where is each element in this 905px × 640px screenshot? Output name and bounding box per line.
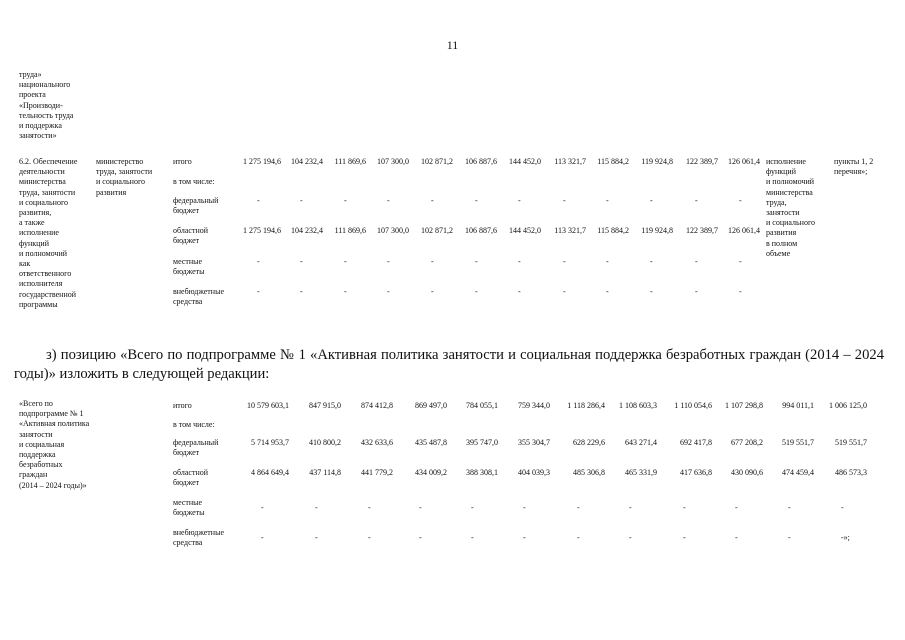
funding-cell: - [841,503,844,512]
funding-cell: - [368,503,371,512]
funding-cell: - [419,533,422,542]
funding-cell: - [563,196,566,205]
funding-cell: 432 633,6 [361,438,393,447]
funding-cell: - [471,503,474,512]
row-6-2-name: 6.2. Обеспечение деятельности министерства труда, занятости и социального развития, а также исполнение функций и полномочий как ответственного исполнителя государственной программы [19,157,78,309]
funding-cell: 104 232,4 [291,226,323,235]
funding-cell: - [518,287,521,296]
funding-cell: 430 090,6 [731,468,763,477]
funding-cell: - [300,257,303,266]
funding-cell: 759 344,0 [518,401,550,410]
funding-cell: 111 869,6 [334,226,366,235]
funding-cell: - [300,196,303,205]
funding-cell: 107 300,0 [377,226,409,235]
funding-cell: 486 573,3 [835,468,867,477]
funding-cell: 115 884,2 [597,226,629,235]
funding-cell: 126 061,4 [728,226,760,235]
funding-cell: 113 321,7 [554,226,586,235]
funding-cell: -»; [841,533,850,542]
subprogram-total-name: «Всего по подпрограмме № 1 «Активная политика занятости и социальная поддержка безработных граждан (2014 – 2024 годы)» [19,399,90,490]
source-label-including: в том числе: [173,420,215,429]
funding-cell: - [735,533,738,542]
funding-cell: 847 915,0 [309,401,341,410]
funding-cell: - [344,287,347,296]
funding-cell: 104 232,4 [291,157,323,166]
funding-cell: 107 300,0 [377,157,409,166]
funding-cell: 485 306,8 [573,468,605,477]
source-label-regional: областной бюджет [173,468,209,488]
funding-cell: - [650,196,653,205]
funding-cell: 122 389,7 [686,226,718,235]
funding-cell: 388 308,1 [466,468,498,477]
funding-cell: - [739,257,742,266]
funding-cell: - [683,503,686,512]
source-label-total: итого [173,157,192,166]
funding-cell: - [563,257,566,266]
funding-cell: 434 009,2 [415,468,447,477]
funding-cell: - [606,257,609,266]
funding-cell: 1 118 286,4 [567,401,605,410]
funding-cell: - [629,533,632,542]
funding-cell: 417 636,8 [680,468,712,477]
funding-cell: 628 229,6 [573,438,605,447]
source-label-offbudget: внебюджетные средства [173,528,224,548]
funding-cell: - [261,503,264,512]
row-6-2-reference: пункты 1, 2 перечня»; [834,157,874,177]
funding-cell: 692 417,8 [680,438,712,447]
row-6-2-executor: министерство труда, занятости и социального развития [96,157,153,197]
source-label-local: местные бюджеты [173,257,205,277]
funding-cell: - [257,196,260,205]
funding-cell: 994 011,1 [782,401,814,410]
funding-cell: - [518,257,521,266]
funding-cell: 869 497,0 [415,401,447,410]
funding-cell: 435 487,8 [415,438,447,447]
source-label-offbudget: внебюджетные средства [173,287,224,307]
funding-cell: - [739,196,742,205]
source-label-including: в том числе: [173,177,215,186]
funding-cell: - [650,287,653,296]
funding-cell: - [431,257,434,266]
funding-cell: - [368,533,371,542]
funding-cell: 144 452,0 [509,226,541,235]
funding-cell: 119 924,8 [641,157,673,166]
source-label-total: итого [173,401,192,410]
funding-cell: 441 779,2 [361,468,393,477]
funding-cell: 115 884,2 [597,157,629,166]
funding-cell: 102 871,2 [421,226,453,235]
source-label-local: местные бюджеты [173,498,205,518]
funding-cell: 519 551,7 [835,438,867,447]
funding-cell: - [788,533,791,542]
funding-cell: - [577,503,580,512]
funding-cell: - [695,257,698,266]
amendment-paragraph: з) позицию «Всего по подпрограмме № 1 «Активная политика занятости и социальная поддержка безработных граждан (2014 – 2024 годы)» изложить в следующей редакции: [14,347,884,382]
funding-cell: 5 714 953,7 [251,438,289,447]
funding-cell: - [431,196,434,205]
source-label-federal: федеральный бюджет [173,438,219,458]
funding-cell: - [735,503,738,512]
previous-row-name-tail: труда» национального проекта «Производи- тельность труда и поддержка занятости» [19,70,74,141]
funding-cell: - [606,287,609,296]
funding-cell: 519 551,7 [782,438,814,447]
funding-cell: - [788,503,791,512]
funding-cell: 111 869,6 [334,157,366,166]
funding-cell: - [475,196,478,205]
funding-cell: 410 800,2 [309,438,341,447]
page-number: 11 [446,38,459,52]
funding-cell: 106 887,6 [465,226,497,235]
funding-cell: - [387,196,390,205]
funding-cell: - [344,196,347,205]
source-label-federal: федеральный бюджет [173,196,219,216]
funding-cell: 784 055,1 [466,401,498,410]
funding-cell: 1 006 125,0 [829,401,867,410]
funding-cell: - [431,287,434,296]
funding-cell: - [257,257,260,266]
funding-cell: 144 452,0 [509,157,541,166]
funding-cell: - [518,196,521,205]
funding-cell: 1 108 603,3 [619,401,657,410]
funding-cell: 474 459,4 [782,468,814,477]
funding-cell: - [563,287,566,296]
funding-cell: - [683,533,686,542]
funding-cell: - [387,257,390,266]
funding-cell: 4 864 649,4 [251,468,289,477]
funding-cell: 395 747,0 [466,438,498,447]
funding-cell: - [577,533,580,542]
funding-cell: 404 039,3 [518,468,550,477]
funding-cell: - [629,503,632,512]
funding-cell: 355 304,7 [518,438,550,447]
funding-cell: - [419,503,422,512]
funding-cell: - [315,533,318,542]
funding-cell: - [344,257,347,266]
funding-cell: 106 887,6 [465,157,497,166]
funding-cell: - [387,287,390,296]
funding-cell: - [471,533,474,542]
funding-cell: 643 271,4 [625,438,657,447]
funding-cell: 113 321,7 [554,157,586,166]
funding-cell: 874 412,8 [361,401,393,410]
funding-cell: 126 061,4 [728,157,760,166]
funding-cell: - [475,257,478,266]
funding-cell: 102 871,2 [421,157,453,166]
funding-cell: - [523,503,526,512]
funding-cell: - [695,287,698,296]
funding-cell: 677 208,2 [731,438,763,447]
funding-cell: 1 275 194,6 [243,157,281,166]
funding-cell: 119 924,8 [641,226,673,235]
funding-cell: 1 107 298,8 [725,401,763,410]
funding-cell: 1 275 194,6 [243,226,281,235]
funding-cell: - [475,287,478,296]
funding-cell: 1 110 054,6 [674,401,712,410]
source-label-regional: областной бюджет [173,226,209,246]
funding-cell: - [695,196,698,205]
funding-cell: 437 114,8 [309,468,341,477]
funding-cell: - [650,257,653,266]
funding-cell: 122 389,7 [686,157,718,166]
funding-cell: - [315,503,318,512]
funding-cell: - [300,287,303,296]
funding-cell: 465 331,9 [625,468,657,477]
funding-cell: 10 579 603,1 [247,401,289,410]
funding-cell: - [257,287,260,296]
funding-cell: - [523,533,526,542]
funding-cell: - [261,533,264,542]
funding-cell: - [606,196,609,205]
funding-cell: - [739,287,742,296]
row-6-2-result: исполнение функций и полномочий министерства труда, занятости и социального развития в полном объеме [766,157,816,258]
